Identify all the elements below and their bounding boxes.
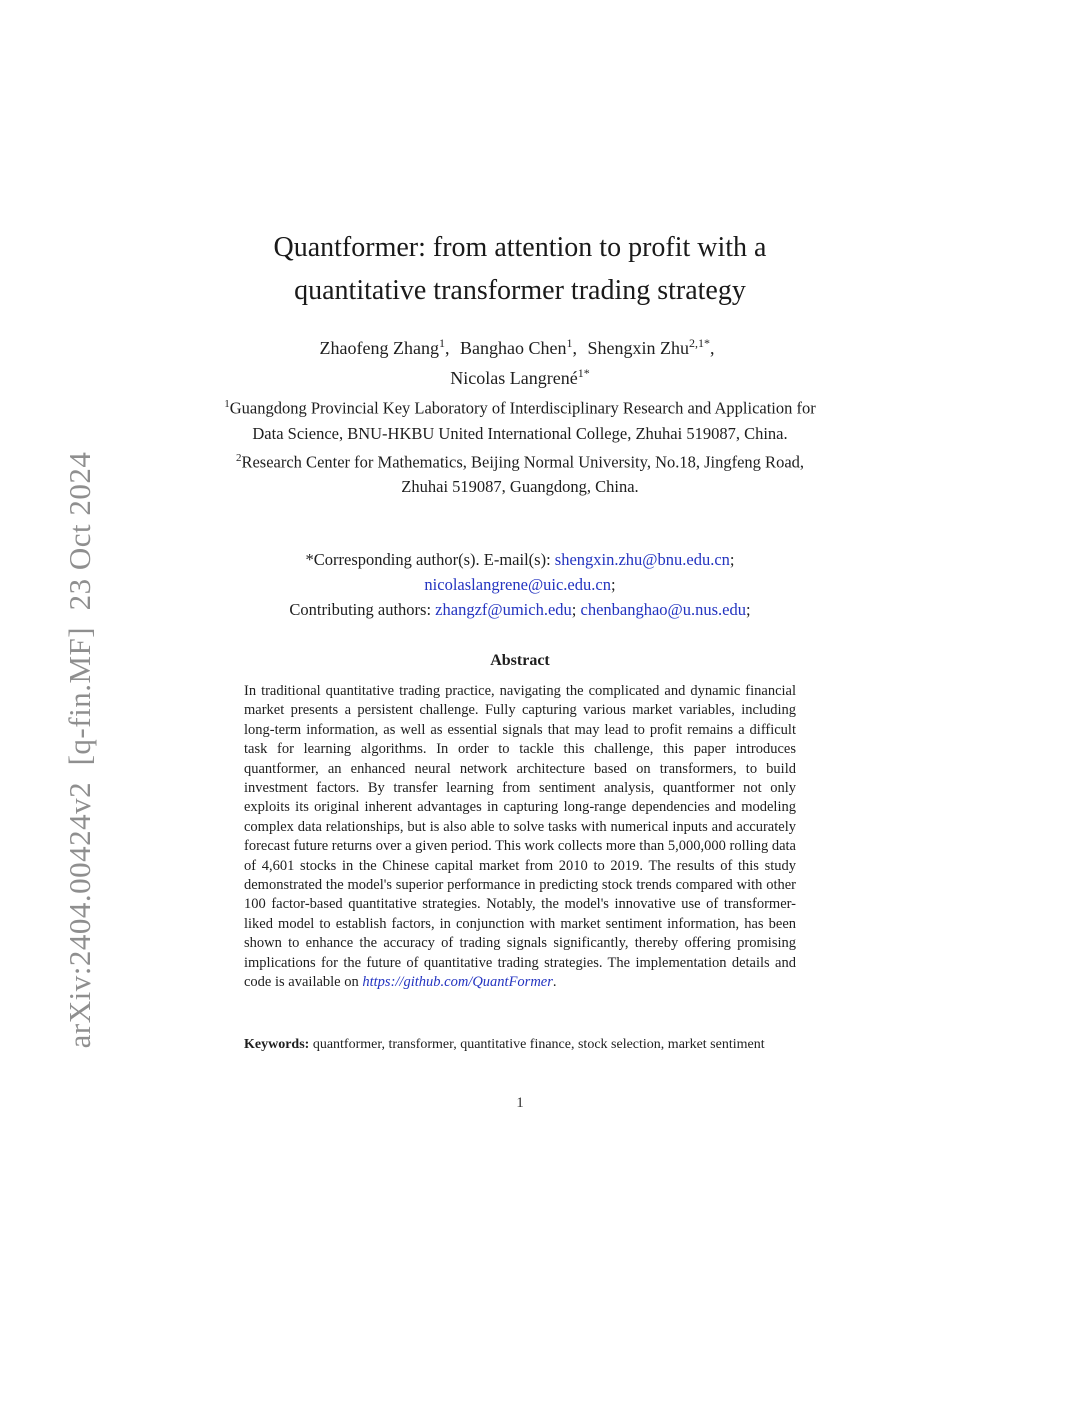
author-list xyxy=(200,331,840,391)
affiliation-1-text: Guangdong Provincial Key Laboratory of Interdisciplinary Research and Application for Data Science, BNU-HKBU United International College, Zhuhai 519087, China. xyxy=(229,398,816,443)
affiliation-1-marker: 1 xyxy=(224,398,230,410)
correspondence-block xyxy=(190,547,850,622)
abstract-body-text: In traditional quantitative trading practice, navigating the complicated and dynamic financial market presents a persistent challenge. Fully capturing various market variables, including long-term information, as well as essential signals that may lead to profit remains a difficult task for learning algorithms. In order to tackle this challenge, this paper introduces quantformer, an enhanced neural network architecture based on transformers, to build investment factors. By transfer learning from sentiment analysis, quantformer not only exploits its original inherent advantages in capturing long-range dependencies and modeling complex data relationships, but is also able to solve tasks with numerical inputs and accurately forecast future returns over a given period. This work collects more than 5,000,000 rolling data of 4,601 stocks in the Chinese capital market from 2010 to 2019. The results of this study demonstrated the model's superior performance in predicting stock trends compared with other 100 factor-based quantitative strategies. Notably, the model's innovative use of transformer-liked model to establish factors, in conjunction with market sentiment information, has been shown to enhance the accuracy of trading signals significantly, thereby offering promising implications for the future of quantitative trading strategies. The implementation details and code is available on xyxy=(244,683,796,991)
abstract-text xyxy=(244,682,796,993)
abstract-end-period: . xyxy=(552,974,557,991)
author-name: Nicolas Langrené xyxy=(450,368,578,388)
abstract-heading: Abstract xyxy=(490,652,550,669)
email-separator: ; xyxy=(610,575,616,594)
author-affiliation-marker: 1* xyxy=(577,366,590,380)
author-separator: , xyxy=(572,338,582,358)
contributing-authors-line xyxy=(190,597,850,622)
email-link-chenbanghao[interactable]: chenbanghao@u.nus.edu xyxy=(580,600,746,619)
author-name: Shengxin Zhu xyxy=(587,338,689,358)
contributing-prefix: Contributing authors: xyxy=(289,600,436,619)
corresponding-authors-line xyxy=(190,547,850,597)
affiliation-2-marker: 2 xyxy=(235,451,242,464)
keywords-block xyxy=(244,1035,796,1054)
author-name: Zhaofeng Zhang xyxy=(319,338,439,358)
email-link-nicolas-langrene[interactable]: nicolaslangrene@uic.edu.cn xyxy=(424,575,611,594)
paper-title-line2: quantitative transformer trading strategy xyxy=(294,275,746,306)
email-link-shengxin-zhu[interactable]: shengxin.zhu@bnu.edu.cn xyxy=(554,550,730,569)
email-separator: ; xyxy=(571,600,581,619)
author-line-1 xyxy=(200,331,840,361)
paper-title-line1: Quantformer: from attention to profit with a xyxy=(273,232,767,263)
email-separator: ; xyxy=(745,600,751,619)
paper-title xyxy=(170,226,870,312)
email-separator: ; xyxy=(729,550,735,569)
keywords-label: Keywords: xyxy=(244,1037,310,1052)
affiliation-2 xyxy=(218,446,822,500)
author-separator: , xyxy=(709,338,715,358)
author-affiliation-marker: 1 xyxy=(438,336,445,350)
author-name: Banghao Chen xyxy=(459,338,567,358)
email-link-zhangzf[interactable]: zhangzf@umich.edu xyxy=(435,600,572,619)
author-line-2 xyxy=(200,361,840,391)
affiliation-1 xyxy=(218,392,822,446)
github-repo-link[interactable]: https://github.com/QuantFormer xyxy=(362,974,553,991)
page-number: 1 xyxy=(516,1095,524,1111)
author-separator: , xyxy=(444,338,454,358)
corresponding-prefix: *Corresponding author(s). E-mail(s): xyxy=(305,550,555,569)
arxiv-stamp: arXiv:2404.00424v2 [q-fin.MF] 23 Oct 2024 xyxy=(62,451,97,1049)
keywords-text: quantformer, transformer, quantitative finance, stock selection, market sentiment xyxy=(309,1037,765,1052)
affiliation-2-text: Research Center for Mathematics, Beijing Normal University, No.18, Jingfeng Road, Zhuhai 519087, Guangdong, China. xyxy=(241,452,805,496)
affiliation-list xyxy=(218,392,822,499)
author-affiliation-marker: 1 xyxy=(566,336,573,350)
author-affiliation-marker: 2,1* xyxy=(688,336,710,350)
